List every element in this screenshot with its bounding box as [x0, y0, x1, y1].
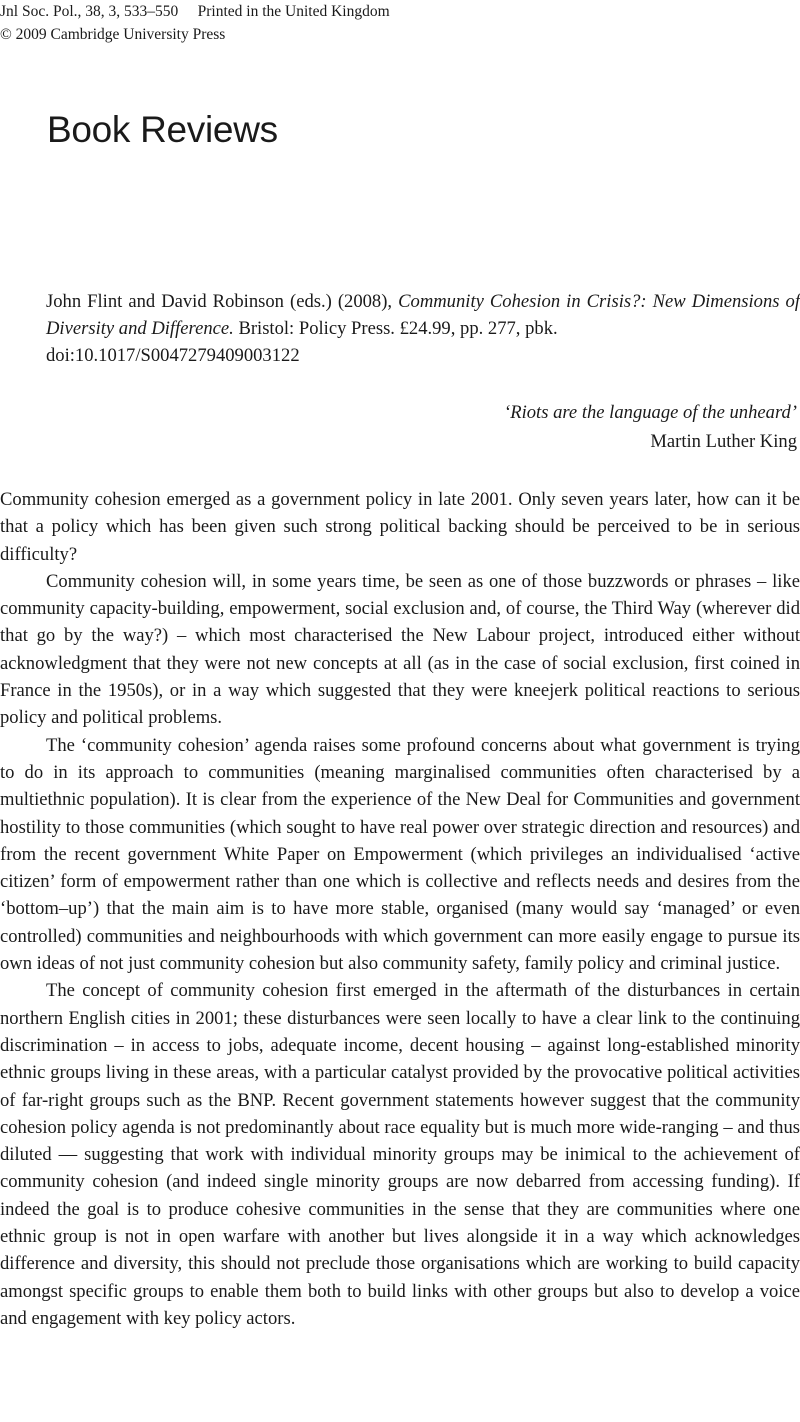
paragraph-2: Community cohesion will, in some years time, be seen as one of those buzzwords or phrases – like community capacity-building, empowerment, social exclusion and, of course, the Third Way (wherever did that go by the way?) – which most characterised the New Labour project, introduced either without acknowledgment that they were not new concepts at all (as in the case of social exclusion, first coined in France in the 1950s), or in a way which suggested that they were kneejerk political reactions to serious policy and political problems. [0, 570, 800, 729]
paragraph-4: The concept of community cohesion first emerged in the aftermath of the disturbances in certain northern English cities in 2001; these disturbances were seen locally to have a clear link to the continuing discrimination – in access to jobs, adequate income, decent housing – against long-established minority ethnic groups living in these areas, with a particular catalyst provided by the provocative political activities of far-right groups such as the BNP. Recent government statements however suggest that the community cohesion policy agenda is not predominantly about race equality but is much more wide-ranging – and thus diluted — suggesting that work with individual minority groups may be inimical to the achievement of community cohesion (and indeed single minority groups are now debarred from accessing funding). If indeed the goal is to produce cohesive communities in the sense that they are communities where one ethnic group is not in open warfare with another but lives alongside it in a way which acknowledges difference and diversity, this should not preclude those organisations which are working to build capacity amongst specific groups to enable them both to build links with other groups but also to develop a voice and engagement with key policy actors. [0, 980, 800, 1329]
paragraph-1: Community cohesion emerged as a government policy in late 2001. Only seven years later, how can it be that a policy which has been given such strong political backing should be perceived to be in serious difficulty? [0, 489, 800, 565]
epigraph-quote: ‘Riots are the language of the unheard’ [504, 402, 797, 423]
section-title: Book Reviews [47, 109, 278, 150]
journal-citation-line: Jnl Soc. Pol., 38, 3, 533–550 Printed in the United Kingdom [0, 3, 390, 20]
book-citation [46, 288, 800, 369]
doi: doi:10.1017/S0047279409003122 [46, 345, 300, 366]
epigraph-attribution: Martin Luther King [650, 431, 797, 452]
paragraph-3: The ‘community cohesion’ agenda raises some profound concerns about what government is trying to do in its approach to communities (meaning marginalised communities often characterised by a multiethnic population). It is clear from the experience of the New Deal for Communities and government hostility to those communities (which sought to have real power over strategic direction and resources) and from the recent government White Paper on Empowerment (which privileges an individualised ‘active citizen’ form of empowerment rather than one which is collective and reflects needs and desires from the ‘bottom–up’) that the main aim is to have more stable, organised (many would say ‘managed’ or even controlled) communities and neighbourhoods with which government can more easily engage to pursue its own ideas of not just community cohesion but also community safety, family policy and criminal justice. [0, 734, 800, 975]
publication-details: Bristol: Policy Press. £24.99, pp. 277, pbk. [238, 318, 558, 339]
authors-year: John Flint and David Robinson (eds.) (2008), [46, 291, 393, 312]
journal-header [0, 0, 390, 46]
copyright-line: © 2009 Cambridge University Press [0, 26, 226, 43]
epigraph [504, 398, 797, 456]
review-body [0, 486, 800, 1332]
book-title: Community Cohesion in Crisis?: New Dimensions of Diversity and Difference. [46, 291, 800, 339]
